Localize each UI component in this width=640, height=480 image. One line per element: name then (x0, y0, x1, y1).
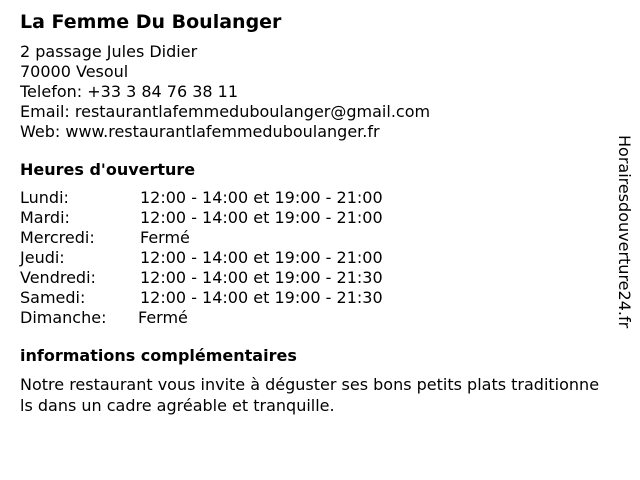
hours-row-friday (20, 268, 600, 288)
day-label: Mardi: (20, 208, 70, 227)
day-label: Jeudi: (20, 248, 65, 267)
day-label: Lundi: (20, 188, 69, 207)
day-hours: Fermé (140, 228, 190, 247)
business-card (20, 10, 600, 416)
hours-table (20, 188, 600, 328)
day-hours: 12:00 - 14:00 et 19:00 - 21:00 (140, 188, 383, 207)
day-hours: Fermé (138, 308, 188, 327)
hours-row-saturday (20, 288, 600, 308)
day-label: Vendredi: (20, 268, 96, 287)
hours-row-thursday (20, 248, 600, 268)
day-hours: 12:00 - 14:00 et 19:00 - 21:30 (140, 268, 383, 287)
day-label: Mercredi: (20, 228, 95, 247)
address-street: 2 passage Jules Didier (20, 42, 198, 61)
site-watermark: Horairesdouverture24.fr (615, 135, 634, 329)
day-hours: 12:00 - 14:00 et 19:00 - 21:30 (140, 288, 383, 307)
hours-row-monday (20, 188, 600, 208)
hours-row-wednesday (20, 228, 600, 248)
email-line: Email: restaurantlafemmeduboulanger@gmail.com (20, 102, 431, 121)
web-line: Web: www.restaurantlafemmeduboulanger.fr (20, 122, 380, 141)
info-heading: informations complémentaires (20, 346, 297, 365)
day-label: Dimanche: (20, 308, 107, 327)
business-name: La Femme Du Boulanger (20, 11, 282, 33)
address-city: 70000 Vesoul (20, 62, 129, 81)
day-hours: 12:00 - 14:00 et 19:00 - 21:00 (140, 208, 383, 227)
info-description: Notre restaurant vous invite à déguster ses bons petits plats traditionnels dans un cadre agréable et tranquille. (20, 375, 600, 415)
phone-line: Telefon: +33 3 84 76 38 11 (20, 82, 239, 101)
day-hours: 12:00 - 14:00 et 19:00 - 21:00 (140, 248, 383, 267)
hours-heading: Heures d'ouverture (20, 160, 196, 179)
hours-row-sunday (20, 308, 600, 328)
hours-row-tuesday (20, 208, 600, 228)
day-label: Samedi: (20, 288, 86, 307)
